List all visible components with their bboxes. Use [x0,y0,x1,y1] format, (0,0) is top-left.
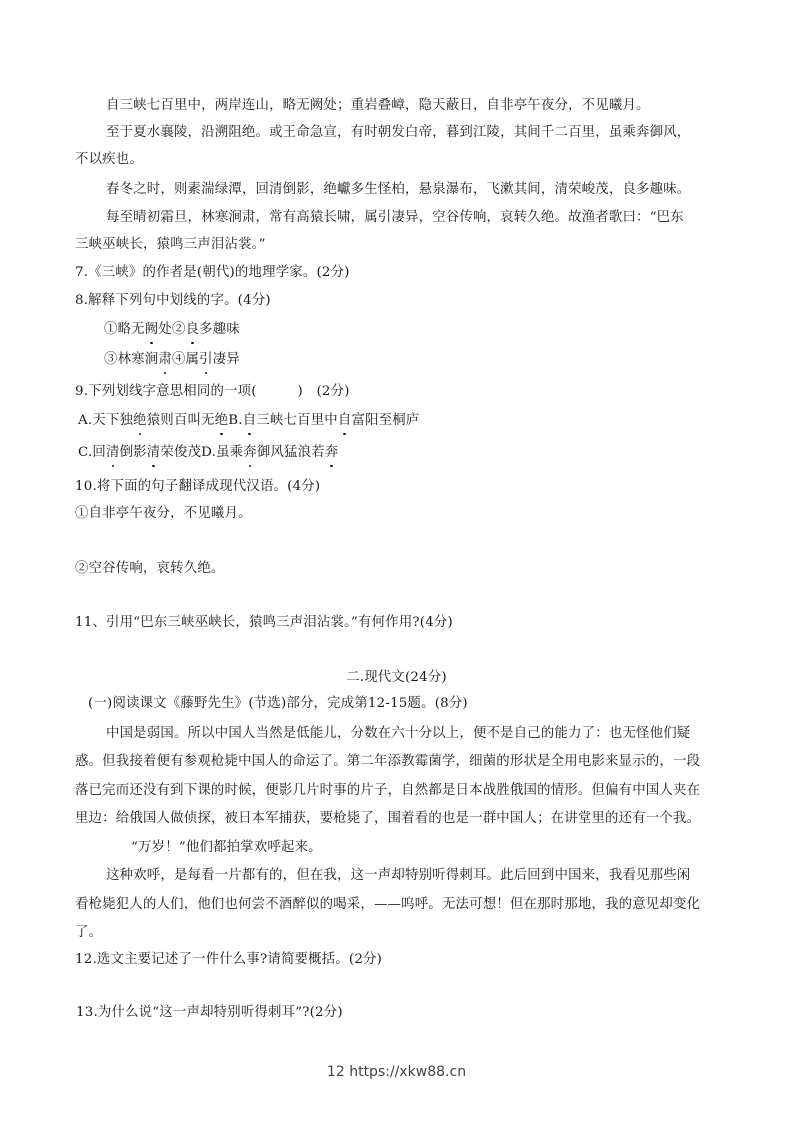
classical-paragraph-4-line-2: 三峡巫峡长，猿鸣三声泪沾裳。” [75,237,266,252]
q8-item-4-pre: ④属 [171,352,200,367]
q9-a-part-2: 猿则百叫无 [146,413,215,428]
page-footer [0,1064,793,1080]
page-number: 12 [326,1064,345,1080]
classical-paragraph-2-line-2: 不以疾也。 [75,152,143,167]
q9-d-marked-1: 奔 [243,445,257,460]
modern-paragraph-1-line-4: 里边：给俄国人做侦探，被日本军捕获，要枪毙了，围着看的也是一群中国人；在讲堂里的还有一个我。 [75,811,701,826]
classical-paragraph-3: 春冬之时，则素湍绿潭，回清倒影，绝巘多生怪柏，悬泉瀑布，飞漱其间，清荣峻茂，良多趣味。 [106,182,691,197]
section-2-subtitle: (一)阅读课文《藤野先生》(节选)部分，完成第12-15题。(8分) [88,696,468,711]
classical-paragraph-1: 自三峡七百里中，两岸连山，略无阙处；重岩叠嶂，隐天蔽日，自非亭午夜分，不见曦月。 [106,98,650,113]
question-8-row-1 [104,321,240,339]
modern-paragraph-1-line-2: 惑。但我接着便有参观枪毙中国人的命运了。第二年添教霉菌学，细菌的形状是全用电影来显示的，一段 [75,754,701,769]
modern-paragraph-3-line-3: 了。 [75,925,103,940]
classical-paragraph-2-line-1: 至于夏水襄陵，沿溯阻绝。或王命急宣，有时朝发白帝，暮到江陵，其间千二百里，虽乘奔御风， [106,125,691,140]
q8-item-2-post: 多趣味 [199,322,240,337]
q9-a-marked-2: 绝 [214,413,229,428]
classical-paragraph-4-line-1: 每至晴初霜旦，林寒涧肃，常有高猿长啸，属引凄异，空谷传响，哀转久绝。故渔者歌曰：“巴东 [106,210,684,225]
q9-d-part-2: 御风猛浪若 [256,445,325,460]
q9-b-marked-1: 自 [242,413,257,428]
question-8-prompt: 8.解释下列句中划线的字。(4分) [75,293,271,308]
question-13: 13.为什么说“这一声却特别听得刺耳”?(2分) [76,1005,343,1020]
q9-a-marked-1: 绝 [133,413,147,428]
modern-paragraph-1-line-3: 落已完而还没有到下课的时候，便影几片时事的片子，自然都是日本战胜俄国的情形。但偏有中国人夹在 [75,783,701,798]
question-9-prompt: 9.下列划线字意思相同的一项( ) (2分) [75,384,350,399]
q8-item-2-marked-char: 良 [185,322,200,337]
q8-item-3-pre: ③林寒涧 [104,352,159,367]
q8-item-2-pre: ② [171,322,186,337]
question-8-row-2 [104,351,240,369]
question-12: 12.选文主要记述了一件什么事?请简要概括。(2分) [75,952,383,967]
q8-item-1-pre: ①略无 [104,322,145,337]
question-7: 7.《三峡》的作者是(朝代)的地理学家。(2分) [75,265,350,280]
q9-b-marked-2: 自 [337,413,352,428]
question-11: 11、引用“巴东三峡巫峡长，猿鸣三声泪沾裳。”有何作用?(4分) [75,615,453,630]
question-10-item-2: ②空谷传响，哀转久绝。 [75,561,225,576]
footer-site-link[interactable]: https://xkw88.cn [349,1064,467,1080]
q8-item-4-marked-char: 引 [199,352,213,367]
modern-paragraph-1-line-1: 中国是弱国。所以中国人当然是低能儿，分数在六十分以上，便不是自己的能力了：也无怪他们疑 [106,726,691,741]
q9-a-part-1: A.天下独 [78,413,134,428]
q8-item-4-post: 凄异 [212,352,240,367]
q8-item-1-post: 处 [158,322,172,337]
modern-paragraph-3-line-1: 这种欢呼，是每看一片都有的，但在我，这一声却特别听得刺耳。此后回到中国来，我看见那些闲 [106,868,691,883]
modern-paragraph-2: “万岁！”他们都拍掌欢呼起来。 [131,840,322,855]
question-10-item-1: ①自非亭午夜分，不见曦月。 [75,506,252,521]
question-9-options-ab [78,412,419,430]
q9-c-marked-2: 清 [146,445,161,460]
modern-paragraph-3-line-2: 看枪毙犯人的人们，他们也何尝不酒醉似的喝采，——呜呼。无法可想！但在那时那地，我的意见却变化 [75,897,701,912]
q9-b-part-3: 富阳至桐庐 [351,413,420,428]
section-2-title: 二.现代文(24分) [346,670,447,685]
q9-d-marked-2: 奔 [324,445,339,460]
q9-c-marked-1: 清 [106,445,120,460]
q9-b-part-1: B. [228,413,243,428]
q8-item-1-marked-char: 阙 [144,322,159,337]
q9-c-part-3: 荣俊茂 [160,445,202,460]
question-9-options-cd [78,444,338,462]
q8-item-3-marked-char: 肃 [158,352,172,367]
question-10-prompt: 10.将下面的句子翻译成现代汉语。(4分) [75,479,321,494]
q9-c-part-1: C.回 [78,445,107,460]
q9-d-part-1: D.虽乘 [201,445,244,460]
q9-c-part-2: 倒影 [119,445,147,460]
q9-b-part-2: 三峡七百里中 [256,413,338,428]
